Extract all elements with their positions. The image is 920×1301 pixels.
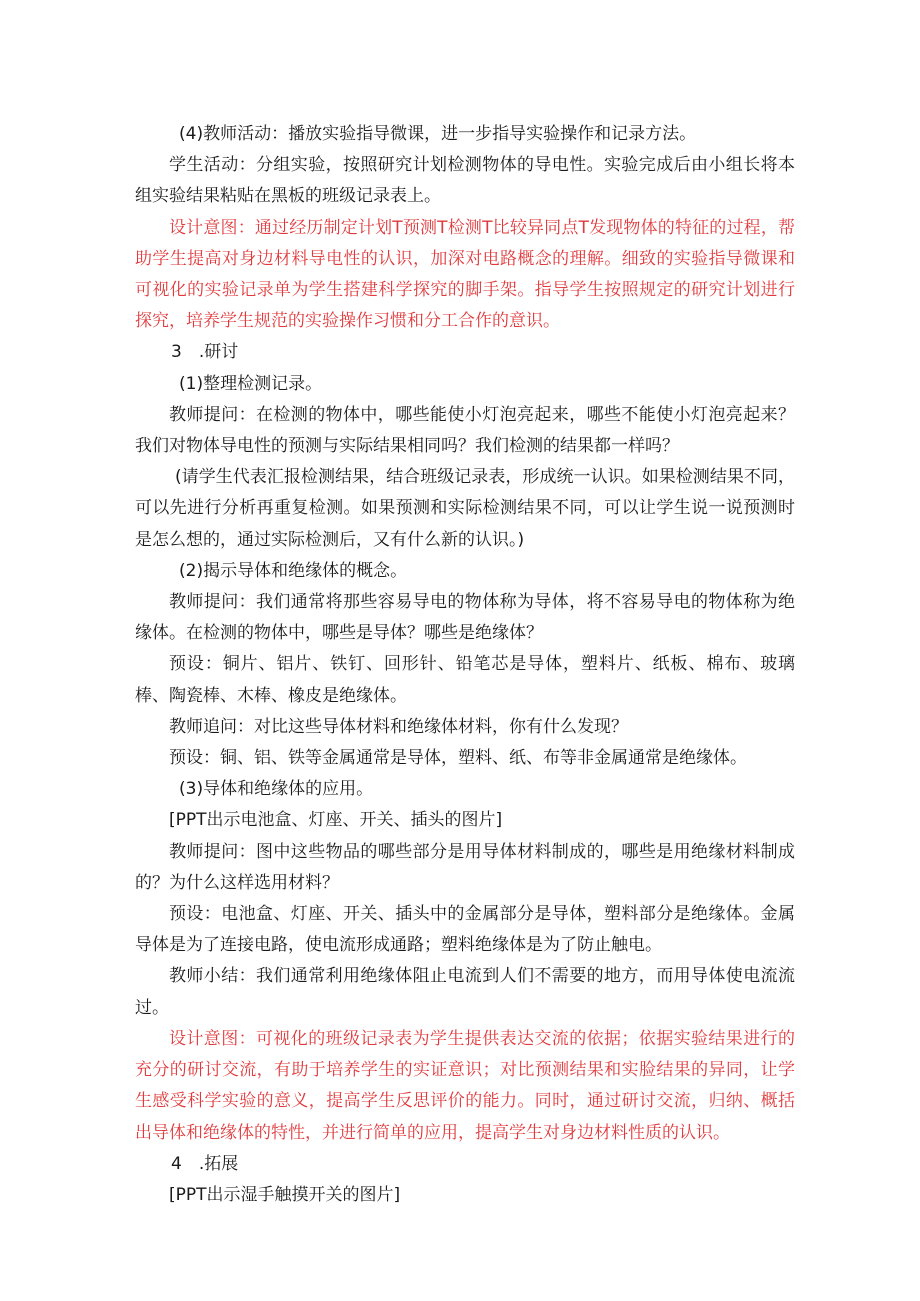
paragraph-ppt-note-1: [PPT出示电池盒、灯座、开关、插头的图片] [169, 810, 503, 831]
paragraph-preset-2: 预设：铜、铝、铁等金属通常是导体，塑料、纸、布等非金属通常是绝缘体。 [169, 748, 747, 769]
section-heading-extension: 4 .拓展 [171, 1153, 239, 1174]
paragraph-teacher-question-2: 教师提问：我们通常将那些容易导电的物体称为导体，将不容易导电的物体称为绝缘体。在检测的物体中，哪些是导体？哪些是绝缘体？ [135, 592, 795, 644]
paragraph-ppt-note-2: [PPT出示湿手触摸开关的图片] [169, 1184, 401, 1205]
paragraph-design-intent-2: 设计意图：可视化的班级记录表为学生提供表达交流的依据；依据实验结果进行的充分的研讨交流，有助于培养学生的实证意识；对比预测结果和实脸结果的异同，让学生感受科学实验的意义，提高学生反思评价的能力。同时，通过研讨交流，归纳、概括出导体和绝缘体的特性，并进行简单的应用，提高学生对身边材料性质的认识。 [135, 1028, 795, 1143]
paragraph-preset-3: 预设：电池盒、灯座、开关、插头中的金属部分是导体，塑料部分是绝缘体。金属导体是为了连接电路，使电流形成通路；塑料绝缘体是为了防止触电。 [135, 904, 795, 956]
paragraph-teacher-summary: 教师小结：我们通常利用绝缘体阻止电流到人们不需要的地方，而用导体使电流流过。 [135, 966, 795, 1018]
paragraph-teacher-followup: 教师追问：对比这些导体材料和绝缘体材料，你有什么发现？ [169, 716, 628, 737]
section-heading-discussion: 3 .研讨 [171, 342, 239, 363]
paragraph-teacher-question-1: 教师提问：在检测的物体中，哪些能使小灯泡亮起来，哪些不能使小灯泡亮起来？我们对物体导电性的预测与实际结果相同吗？我们检测的结果都一样吗？ [135, 404, 795, 457]
paragraph-preset-1: 预设：铜片、铝片、铁钉、回形针、铅笔芯是导体，塑料片、纸板、棉布、玻璃棒、陶瓷棒、木棒、橡皮是绝缘体。 [135, 654, 795, 706]
paragraph-teacher-activity-4: (4)教师活动：播放实验指导微课，进一步指导实验操作和记录方法。 [179, 124, 697, 144]
paragraph-design-intent-1: 设计意图：通过经历制定计划T预测T检测T比较异同点T发现物体的特征的过程，帮助学生提高对身边材料导电性的认识，加深对电路概念的理解。细致的实验指导微课和可视化的实验记录单为学生搭建科学探究的脚手架。指导学生按照规定的研究计划进行探究，培养学生规范的实验操作习惯和分工合作的意识。 [135, 217, 795, 332]
paragraph-student-activity: 学生活动：分组实验，按照研究计划检测物体的导电性。实验完成后由小组长将本组实验结果粘贴在黑板的班级记录表上。 [135, 155, 795, 207]
subheading-organize-records: (1)整理检测记录。 [179, 373, 323, 394]
paragraph-student-report-note: (请学生代表汇报检测结果，结合班级记录表，形成统一认识。如果检测结果不同，可以先进行分析再重复检测。如果预测和实际检测结果不同，可以让学生说一说预测时是怎么想的，通过实际检测后，又有什么新的认识。) [135, 467, 795, 550]
subheading-applications: (3)导体和绝缘体的应用。 [179, 779, 374, 800]
document-body [135, 119, 795, 1211]
paragraph-teacher-question-3: 教师提问：图中这些物品的哪些部分是用导体材料制成的，哪些是用绝缘材料制成的？为什么这样选用材料？ [135, 841, 795, 893]
subheading-reveal-concepts: (2)揭示导体和绝缘体的概念。 [179, 560, 408, 581]
